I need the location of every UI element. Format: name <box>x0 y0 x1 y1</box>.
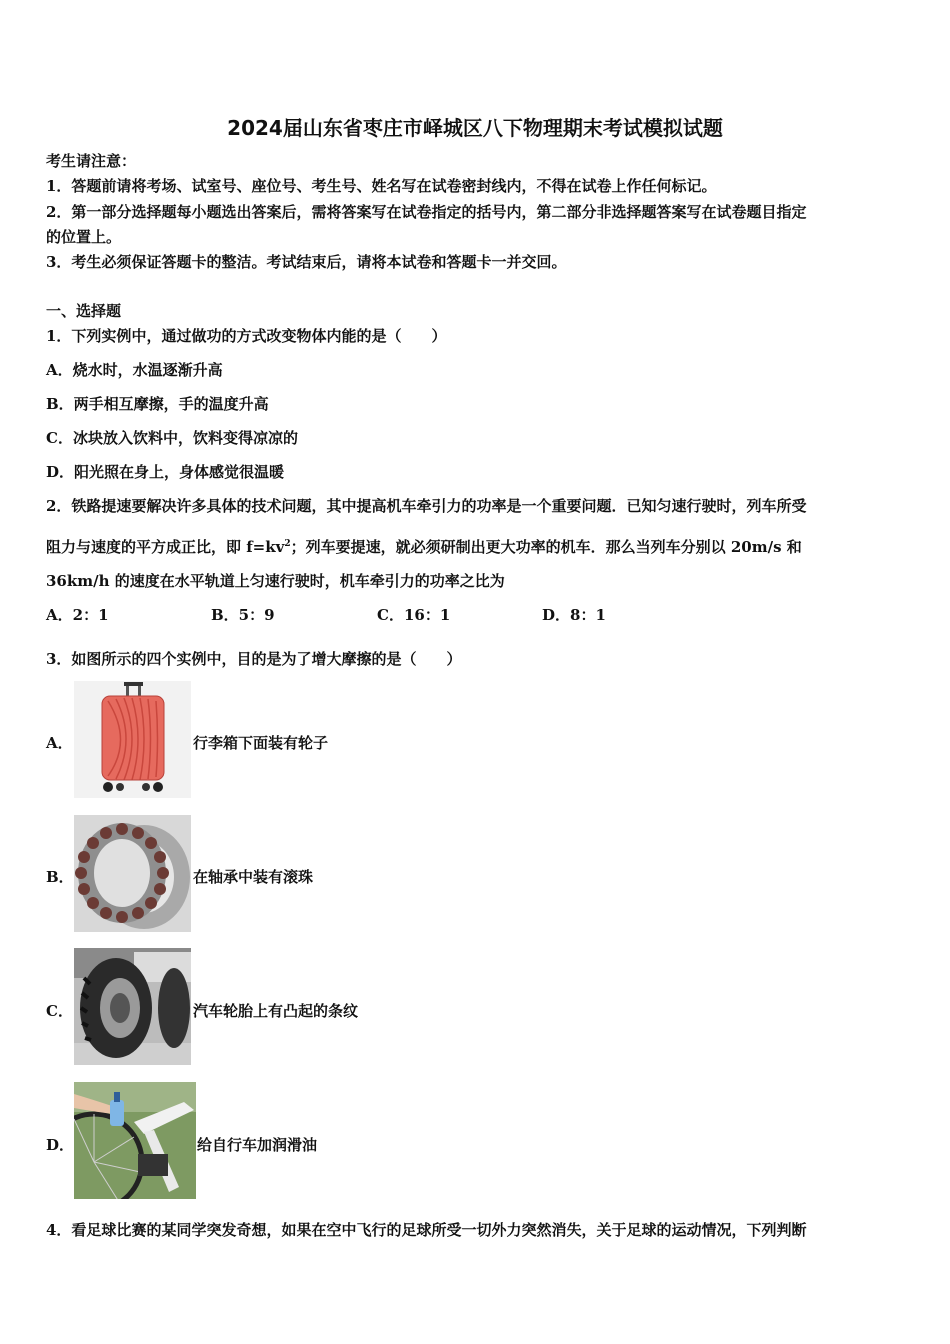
formula-text: 阻力与速度的平方成正比，即 f=kv <box>46 538 285 556</box>
question-stem: 4．看足球比赛的某同学突发奇想，如果在空中飞行的足球所受一切外力突然消失，关于足球的运动情况，下列判断 <box>46 1221 807 1239</box>
page-title: 2024届山东省枣庄市峄城区八下物理期末考试模拟试题 <box>227 116 723 140</box>
answer-option: B．5：9 <box>211 606 275 624</box>
answer-option: B．两手相互摩擦，手的温度升高 <box>46 395 269 413</box>
notice-item: 1．答题前请将考场、试室号、座位号、考生号、姓名写在试卷密封线内，不得在试卷上作任何标记。 <box>46 177 717 195</box>
notice-item: 3．考生必须保证答题卡的整洁。考试结束后，请将本试卷和答题卡一并交回。 <box>46 253 567 271</box>
question-stem: 3．如图所示的四个实例中，目的是为了增大摩擦的是（ ） <box>46 650 462 668</box>
question-stem-line: 36km/h 的速度在水平轨道上匀速行驶时，机车牵引力的功率之比为 <box>46 572 505 590</box>
section-heading: 一、选择题 <box>46 302 122 320</box>
option-text: 行李箱下面装有轮子 <box>193 734 329 752</box>
option-text: 汽车轮胎上有凸起的条纹 <box>193 1002 359 1020</box>
notice-heading: 考生请注意： <box>46 152 137 170</box>
answer-option: D．阳光照在身上，身体感觉很温暖 <box>46 463 285 481</box>
answer-option: C．冰块放入饮料中，饮料变得凉凉的 <box>46 429 298 447</box>
option-letter: D． <box>46 1136 75 1154</box>
option-letter: C． <box>46 1002 73 1020</box>
option-letter: B． <box>46 868 74 886</box>
answer-option: D．8：1 <box>542 606 606 624</box>
option-letter: A． <box>46 734 73 752</box>
answer-option: C．16：1 <box>377 606 451 624</box>
answer-option: A．2：1 <box>46 606 109 624</box>
option-text: 在轴承中装有滚珠 <box>193 868 314 886</box>
bicycle-oil-image <box>74 1082 196 1199</box>
suitcase-image <box>74 681 191 798</box>
notice-item: 的位置上。 <box>46 228 122 246</box>
formula-superscript: 2 <box>284 539 291 549</box>
notice-item: 2．第一部分选择题每小题选出答案后，需将答案写在试卷指定的括号内，第二部分非选择题答案写在试卷题目指定 <box>46 203 807 221</box>
bearing-image <box>74 815 191 932</box>
question-stem: 1．下列实例中，通过做功的方式改变物体内能的是（ ） <box>46 327 447 345</box>
question-stem-line <box>46 534 802 557</box>
question-text: ；列车要提速，就必须研制出更大功率的机车．那么当列车分别以 20m/s 和 <box>290 538 802 556</box>
answer-option: A．烧水时，水温逐渐升高 <box>46 361 223 379</box>
question-stem: 2．铁路提速要解决许多具体的技术问题，其中提高机车牵引力的功率是一个重要问题．已知匀速行驶时，列车所受 <box>46 497 807 515</box>
option-text: 给自行车加润滑油 <box>197 1136 318 1154</box>
tire-image <box>74 948 191 1065</box>
